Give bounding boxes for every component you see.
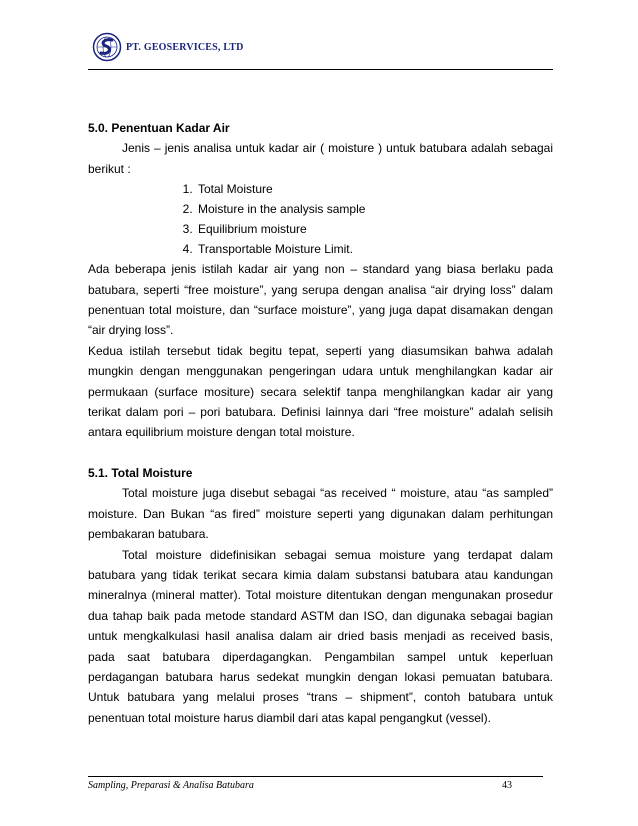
section-5-0-intro: Jenis – jenis analisa untuk kadar air ( moisture ) untuk batubara adalah sebagai berikut : bbox=[88, 141, 553, 176]
moisture-types-list bbox=[88, 179, 553, 259]
page-body bbox=[88, 118, 553, 728]
spacer bbox=[88, 443, 553, 463]
list-item: 3. Equilibrium moisture bbox=[196, 219, 553, 239]
page-number: 43 bbox=[502, 780, 512, 791]
section-heading-5-1: 5.1. Total Moisture bbox=[88, 465, 193, 480]
company-name: PT. GEOSERVICES, LTD bbox=[126, 42, 244, 53]
section-5-0-paragraph-1: Ada beberapa jenis istilah kadar air yang non – standard yang biasa berlaku pada batubara, seperti “free moisture”, yang serupa dengan analisa “air drying loss” dalam penentuan total moisture, dan “surface moisture”, yang juga dapat disamakan dengan “air drying loss”. bbox=[88, 262, 553, 338]
page-header bbox=[88, 28, 553, 72]
section-5-1-paragraph-2: Total moisture didefinisikan sebagai semua moisture yang terdapat dalam batubara yang tidak terikat secara kimia dalam substansi batubara atau kandungan mineralnya (mineral matter). Total moisture ditentukan dengan mengunakan prosedur dua tahap baik pada metode standard ASTM dan ISO, dan digunaka sebagai bagian untuk mengkalkulasi hasil analisa dalam air dried basis menjadi as received basis, pada saat batubara diperdagangkan. Pengambilan sampel untuk keperluan perdagangan batubara harus sedekat mungkin dengan lokasi pemuatan batubara. Untuk batubara yang melalui proses “trans – shipment”, contoh batubara untuk penentuan total moisture harus diambil dari atas kapal pengangkut (vessel). bbox=[88, 547, 553, 725]
footer-divider bbox=[88, 776, 543, 777]
section-heading-5-0: 5.0. Penentuan Kadar Air bbox=[88, 121, 230, 135]
list-item: 1. Total Moisture bbox=[196, 179, 553, 199]
header-divider bbox=[88, 69, 553, 70]
list-item: 2. Moisture in the analysis sample bbox=[196, 199, 553, 219]
geoservices-logo-icon bbox=[92, 32, 122, 62]
list-item: 4. Transportable Moisture Limit. bbox=[196, 239, 553, 259]
section-5-0-paragraph-2: Kedua istilah tersebut tidak begitu tepat, seperti yang diasumsikan bahwa adalah mungkin dengan menggunakan pengeringan udara untuk menghilangkan kadar air permukaan (surface mositure) secara selektif tanpa menghilangkan kadar air yang terikat dalam pori – pori batubara. Definisi lainnya dari “free moisture” adalah selisih antara equilibrium moisture dengan total moisture. bbox=[88, 343, 553, 440]
section-5-1-paragraph-1: Total moisture juga disebut sebagai “as received “ moisture, atau “as sampled” moisture. Dan Bukan “as fired” moisture seperti yang digunakan dalam perhitungan pembakaran batubara. bbox=[88, 486, 553, 542]
footer-title: Sampling, Preparasi & Analisa Batubara bbox=[88, 780, 254, 791]
